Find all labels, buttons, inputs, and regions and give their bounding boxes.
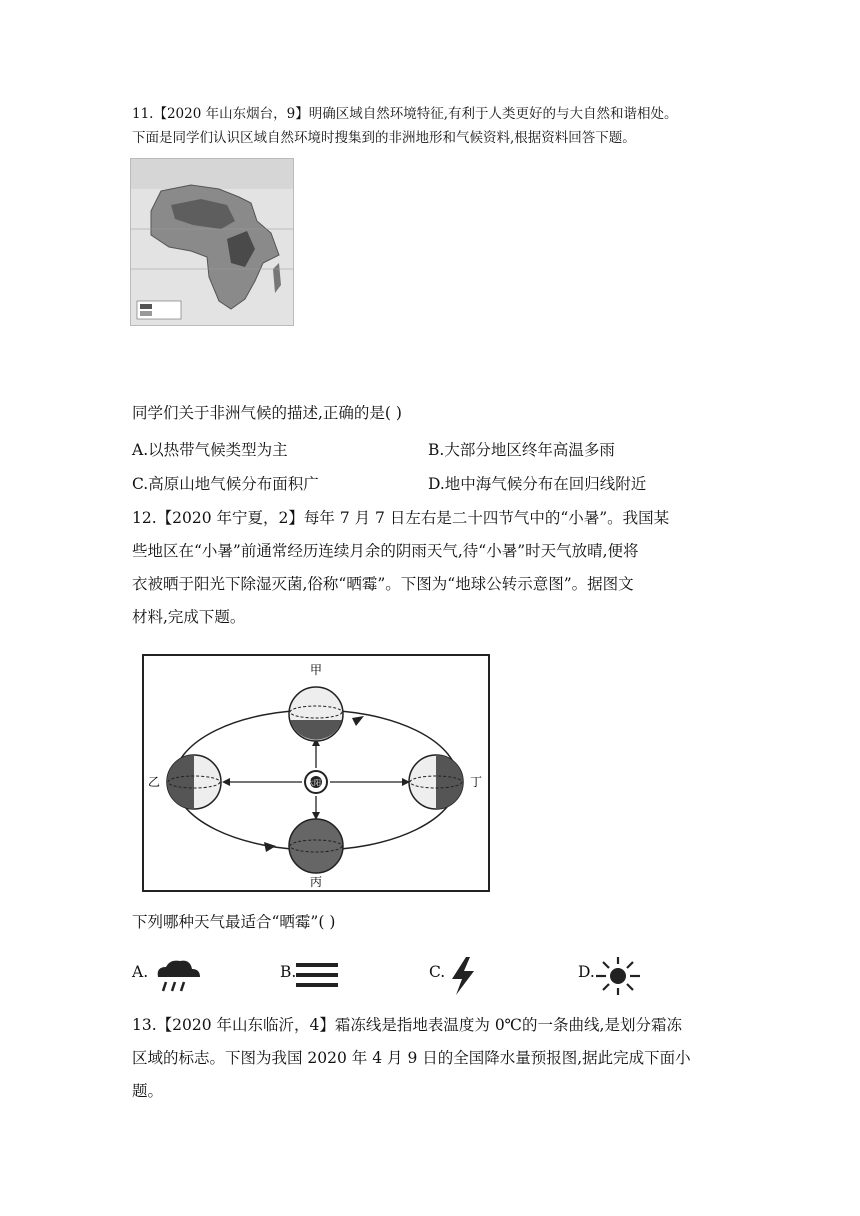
q12-option-a-label: A. <box>132 963 149 981</box>
q11-stem-line2: 下面是同学们认识区域自然环境时搜集到的非洲地形和气候资料,根据资料回答下题。 <box>132 130 636 146</box>
q11-stem-line1: 11.【2020 年山东烟台，9】明确区域自然环境特征,有利于人类更好的与大自然和谐相处。 <box>132 106 678 122</box>
q11-option-a: A.以热带气候类型为主 <box>132 441 288 459</box>
q12-option-c-label: C. <box>429 963 446 981</box>
sun-icon <box>594 955 642 997</box>
earth-bottom <box>289 819 343 873</box>
q12-stem-line1: 12.【2020 年宁夏，2】每年 7 月 7 日左右是二十四节气中的“小暑”。我国某 <box>132 509 670 527</box>
label-left: 乙 <box>148 775 161 789</box>
earth-revolution-diagram <box>142 654 490 892</box>
q12-stem-line2: 些地区在“小暑”前通常经历连续月余的阴雨天气,待“小暑”时天气放晴,便将 <box>132 542 639 560</box>
rain-cloud-icon <box>150 955 204 995</box>
q13-stem-line3: 题。 <box>132 1082 164 1100</box>
q12-question: 下列哪种天气最适合“晒霉”( ) <box>132 913 336 931</box>
lightning-icon <box>446 955 480 997</box>
q11-question: 同学们关于非洲气候的描述,正确的是( ) <box>132 404 402 422</box>
q13-stem-line2: 区域的标志。下图为我国 2020 年 4 月 9 日的全国降水量预报图,据此完成下面小 <box>132 1049 691 1067</box>
earth-left <box>167 755 221 809</box>
earth-right <box>409 755 463 809</box>
earth-top <box>289 687 343 741</box>
q12-stem-line3: 衣被晒于阳光下除湿灭菌,俗称“晒霉”。下图为“地球公转示意图”。据图文 <box>132 575 634 593</box>
q13-stem-line1: 13.【2020 年山东临沂，4】霜冻线是指地表温度为 0℃的一条曲线,是划分霜冻 <box>132 1016 682 1034</box>
label-bottom: 丙 <box>310 875 323 889</box>
q11-option-c: C.高原山地气候分布面积广 <box>132 475 319 493</box>
q12-stem-line4: 材料,完成下题。 <box>132 608 246 626</box>
label-sun: 太阳 <box>307 779 321 787</box>
label-right: 丁 <box>470 775 483 789</box>
q12-options <box>132 955 692 995</box>
q12-option-b-label: B. <box>280 963 297 981</box>
fog-icon <box>294 959 342 991</box>
q11-option-b: B.大部分地区终年高温多雨 <box>428 441 615 459</box>
q11-option-d: D.地中海气候分布在回归线附近 <box>428 475 647 493</box>
africa-map-image <box>130 158 294 326</box>
label-top: 甲 <box>310 663 323 677</box>
q12-option-d-label: D. <box>578 963 595 981</box>
